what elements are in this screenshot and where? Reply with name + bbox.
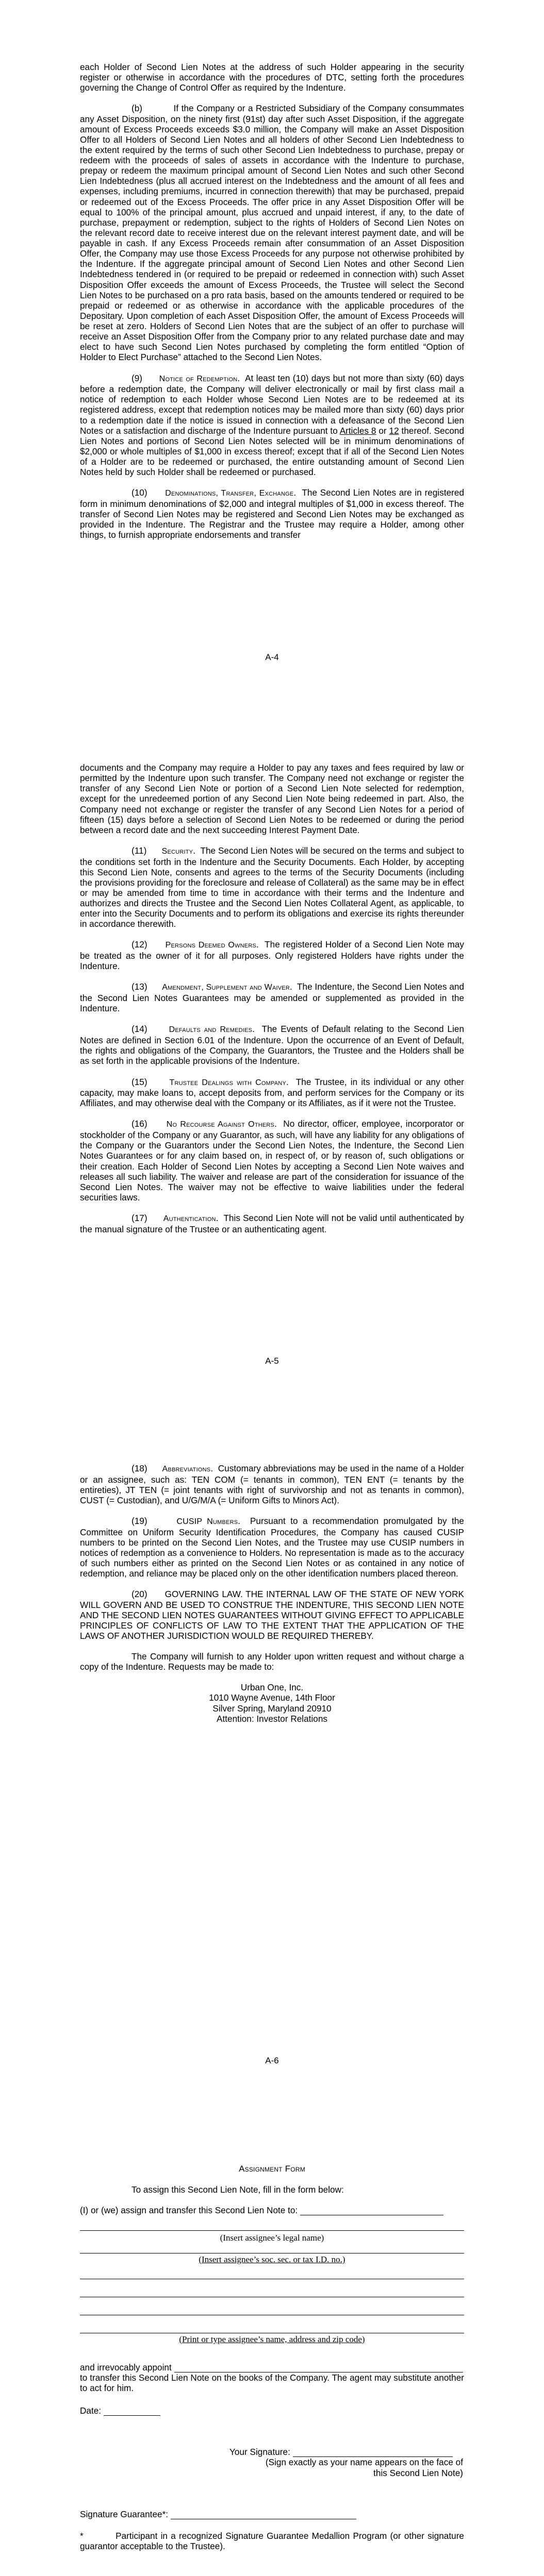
a4-b-label: (b)	[131, 103, 143, 114]
a4-paragraph-9: (9) Notice of Redemption. At least ten (10) days but not more than sixty (60) days before a redemption date, the Company will deliver electronically or mail by first class mail a notice of redemption to each Holder whose Second Lien Notes are to be redeemed at its registered address, except that redemption notices may be mailed more than sixty (60) days prior to a redemption date if the notice is issued in connection with a defeasance of the Second Lien Notes or a satisfaction and discharge of the Indenture pursuant to Articles 8 or 12 thereof. Second Lien Notes and portions of Second Lien Notes selected will be in minimum denominations of $2,000 or whole multiples of $1,000 in excess thereof; except that if all of the Second Lien Notes of a Holder are to be redeemed or purchased, the entire outstanding amount of Second Lien Notes held by such Holder shall be redeemed or purchased.	[80, 372, 465, 478]
a6-paragraph-18: (18) Abbreviations. Customary abbreviations may be used in the name of a Holder or an assignee, such as: TEN COM (= tenants in common), TEN ENT (= tenants by the entireties), JT TEN (= joint tenants with right of survivorship and not as tenants in common), CUST (= Custodian), and U/G/M/A (= Uniform Gifts to Minors Act).	[80, 1463, 464, 1505]
page-number-a4: A-4	[265, 652, 279, 662]
a4-9-title: Notice of Redemption	[159, 374, 238, 383]
a5-12-num: (12)	[131, 939, 147, 950]
a4-9-text-b: thereof. Second Lien Notes and portions of Second Lien Notes selected will be in minimum denominations of $2,000 or whole multiples of $1,000 in excess thereof; except that if all of the Second Lien Notes of a Holder are to be redeemed or purchased, the entire outstanding amount of Second Lien Notes held by such Holder shall be redeemed or purchased.	[80, 425, 465, 478]
a5-15-text: The Trustee, in its individual or any other capacity, may make loans to, accept deposits from, and perform services for the Company or its Affiliates, and may otherwise deal with the Company or its Affiliates, as if it were not the Trustee.	[80, 1076, 465, 1109]
a5-16-text: No director, officer, employee, incorporator or stockholder of the Company or any Guarantor, as such, will have any liability for any obligations of the Company or the Guarantors under the Second Lien Notes, the Indenture, the Second Lien Notes Guarantees or for any claim based on, in respect of, or by reason of, such obligations or their creation. Each Holder of Second Lien Notes by accepting a Second Lien Note waives and releases all such liability. The waiver and release are part of the consideration for issuance of the Second Lien Notes. The waiver may not be effective to waive liabilities under the federal securities laws.	[80, 1118, 464, 1202]
a5-17-num: (17)	[131, 1213, 147, 1224]
date-blank-line[interactable]	[104, 2407, 160, 2416]
transfer-books-text: to transfer this Second Lien Note on the books of the Company. The agent may substitute another to act for him.	[80, 2372, 464, 2393]
assignment-form-title: Assignment Form	[239, 2164, 305, 2174]
a5-14-title: Defaults and Remedies	[169, 1025, 253, 1035]
a5-13-num: (13)	[131, 981, 147, 992]
a5-17-text: This Second Lien Note will not be valid until authenticated by the manual signature of the Trustee or an authenticating agent.	[80, 1213, 465, 1234]
a4-10-text: The Second Lien Notes are in registered form in minimum denominations of $2,000 and integral multiples of $1,000 in excess thereof. The transfer of Second Lien Notes may be registered and Second Lien Notes may be exchanged as provided in the Indenture. The Registrar and the Trustee may require a Holder, among other things, to furnish appropriate endorsements and transfer	[80, 487, 465, 540]
a6-18-title: Abbreviations	[162, 1465, 211, 1473]
address-line-city: Silver Spring, Maryland 20910	[212, 1703, 332, 1714]
a5-15-title: Trustee Dealings with Company	[169, 1078, 286, 1087]
a4-b-text: If the Company or a Restricted Subsidiary of the Company consummates any Asset Disposition, on the ninety first (91st) day after such Asset Disposition, if the aggregate amount of Excess Proceeds exceeds $3.0 million, the Company will make an Asset Disposition Offer to all Holders of Second Lien Notes and all holders of other Second Lien Indebtedness to the extent required by the terms of such other Second Lien Indebtedness to purchase, prepay or redeem with the proceeds of sales of assets in accordance with the Indenture to purchase, prepay or redeem the maximum principal amount of Second Lien Notes and such other Second Lien Indebtedness (plus all accrued interest on the Indebtedness and the amount of all fees and expenses, including premiums, incurred in connection therewith) that may be purchased, prepaid or redeemed out of the Excess Proceeds. The offer price in any Asset Disposition Offer will be equal to 100% of the principal amount, plus accrued and unpaid interest, if any, to the date of purchase, prepayment or redemption, subject to the rights of Holders of Second Lien Notes on the relevant record date to receive interest due on the relevant interest payment date, and will be payable in cash. If any Excess Proceeds remain after consummation of an Asset Disposition Offer, the Company may use those Excess Proceeds for any purpose not otherwise prohibited by the Indenture. If the aggregate principal amount of Second Lien Notes and other Second Lien Indebtedness tendered in (or required to be prepaid or redeemed in connection with) such Asset Disposition Offer exceeds the amount of Excess Proceeds, the Trustee will select the Second Lien Notes to be purchased on a pro rata basis, based on the amounts tendered or required to be prepaid or redeemed or as otherwise in accordance with the applicable procedures of the Depositary. Upon completion of each Asset Disposition Offer, the amount of Excess Proceeds will be reset at zero. Holders of Second Lien Notes that are the subject of an offer to purchase will receive an Asset Disposition Offer from the Company prior to any related purchase date and may elect to have such Second Lien Notes purchased by completing the form entitled “Option of Holder to Elect Purchase” attached to the Second Lien Notes.	[80, 103, 465, 363]
a6-19-num: (19)	[131, 1516, 147, 1527]
a4-paragraph-b	[80, 103, 464, 362]
a6-20-text: GOVERNING LAW. THE INTERNAL LAW OF THE STATE OF NEW YORK WILL GOVERN AND BE USED TO CONSTRUE THE INDENTURE, THIS SECOND LIEN NOTE AND THE SECOND LIEN NOTES GUARANTEES WITHOUT GIVING EFFECT TO APPLICABLE PRINCIPLES OF CONFLICTS OF LAW TO THE EXTENT THAT THE APPLICATION OF THE LAWS OF ANOTHER JURISDICTION WOULD BE REQUIRED THEREBY.	[80, 1589, 464, 1641]
ssn-line[interactable]	[80, 2252, 464, 2253]
a6-furnish-paragraph: The Company will furnish to any Holder upon written request and without charge a copy of the Indenture. Requests may be made to:	[80, 1651, 464, 1672]
footnote	[80, 2531, 464, 2551]
a4-9-text-a: At least ten (10) days but not more than sixty (60) days before a redemption date, the Company will deliver electronically or mail by first class mail a notice of redemption to each Holder whose Second Lien Notes are to be redeemed at its registered address, except that redemption notices may be mailed more than sixty (60) days prior to a redemption date if the notice is issued in connection with a defeasance of the Second Lien Notes or a satisfaction and discharge of the Indenture pursuant to	[80, 372, 464, 436]
assignee-blank-line[interactable]	[300, 2207, 443, 2215]
a5-paragraph-17: (17) Authentication. This Second Lien Note will not be valid until authenticated by the manual signature of the Trustee or an authenticating agent.	[80, 1213, 465, 1234]
date-row	[80, 2405, 464, 2416]
page-a4-body	[80, 62, 464, 540]
a6-address-block	[80, 1682, 464, 1724]
a5-14-text: The Events of Default relating to the Second Lien Notes are defined in Section 6.01 of the Indenture. Upon the occurrence of an Event of Default, the rights and obligations of the Company, the Guarantors, the Trustee and the Holders shall be as set forth in the applicable provisions of the Indenture.	[80, 1024, 465, 1066]
address-line-4[interactable]	[80, 2332, 464, 2333]
a6-19-title: CUSIP Numbers	[176, 1517, 238, 1527]
a6-18-text: Customary abbreviations may be used in the name of a Holder or an assignee, such as: TEN COM (= tenants in common), TEN ENT (= tenants by the entireties), JT TEN (= joint tenants with right of survivorship and not as tenants in common), CUST (= Custodian), and U/G/M/A (= Uniform Gifts to Minors Act).	[80, 1463, 464, 1505]
a4-top-paragraph: each Holder of Second Lien Notes at the address of such Holder appearing in the security register or otherwise in accordance with the procedures of DTC, setting forth the procedures governing the Change of Control Offer as required by the Indenture.	[80, 62, 464, 93]
a5-paragraph-14: (14) Defaults and Remedies. The Events of Default relating to the Second Lien Notes are defined in Section 6.01 of the Indenture. Upon the occurrence of an Event of Default, the rights and obligations of the Company, the Guarantors, the Trustee and the Holders shall be as set forth in the applicable provisions of the Indenture.	[80, 1024, 465, 1066]
a4-9-num: (9)	[131, 372, 143, 383]
a5-12-title: Persons Deemed Owners	[165, 941, 257, 950]
a5-paragraph-11: (11) Security. The Second Lien Notes will be secured on the terms and subject to the conditions set forth in the Indenture and the Security Documents. Each Holder, by accepting this Second Lien Note, consents and agrees to the terms of the Security Documents (including the provisions providing for the foreclosure and release of Collateral) as the same may be in effect or may be amended from time to time in accordance with their terms and the Indenture and authorizes and directs the Trustee and the Second Lien Notes Collateral Agent, as applicable, to enter into the Security Documents and to perform its obligations and exercise its rights thereunder in accordance therewith.	[80, 845, 465, 929]
address-line-attention: Attention: Investor Relations	[217, 1713, 327, 1724]
guarantee-label: Signature Guarantee*:	[80, 2509, 169, 2519]
a4-10-title: Denominations, Transfer, Exchange	[165, 489, 294, 498]
irrevocably-text: and irrevocably appoint	[80, 2362, 172, 2372]
a6-20-num: (20)	[131, 1589, 147, 1600]
agent-blank-line[interactable]	[174, 2364, 463, 2372]
signature-row	[80, 2447, 464, 2457]
a5-11-num: (11)	[131, 845, 147, 856]
a5-15-num: (15)	[131, 1076, 147, 1087]
ssn-label: (Insert assignee’s soc. sec. or tax I.D. no.)	[199, 2255, 345, 2264]
legal-name-line[interactable]	[80, 2230, 464, 2231]
a5-17-title: Authentication	[163, 1214, 216, 1224]
sign-note-1: (Sign exactly as your name appears on the face of	[265, 2457, 463, 2468]
date-label: Date:	[80, 2405, 102, 2416]
a5-14-num: (14)	[131, 1024, 147, 1035]
a6-18-num: (18)	[131, 1463, 147, 1473]
page-a7-body	[80, 2164, 464, 2551]
guarantee-blank-line[interactable]	[171, 2511, 356, 2519]
a5-top-paragraph: documents and the Company may require a Holder to pay any taxes and fees required by law or permitted by the Indenture upon such transfer. The Company need not exchange or register the transfer of any Second Lien Note or portion of a Second Lien Note selected for redemption, except for the unredeemed portion of any Second Lien Note being redeemed in part. Also, the Company need not exchange or register the transfer of any Second Lien Notes for a period of fifteen (15) days before a selection of Second Lien Notes to be redeemed or during the period between a record date and the next succeeding Interest Payment Date.	[80, 762, 464, 835]
print-name-label: (Print or type assignee’s name, address and zip code)	[179, 2334, 365, 2344]
a5-12-text: The registered Holder of a Second Lien Note may be treated as the owner of it for all purposes. Only registered Holders have rights under the Indenture.	[80, 939, 464, 972]
a4-9-link-articles-8: Articles 8	[339, 425, 376, 436]
footnote-text: Participant in a recognized Signature Guarantee Medallion Program (or other signature guarantor acceptable to the Trustee).	[80, 2530, 464, 2551]
signature-label: Your Signature:	[229, 2447, 290, 2458]
a6-paragraph-20	[80, 1589, 464, 1641]
a5-16-num: (16)	[131, 1118, 147, 1129]
a4-10-num: (10)	[131, 487, 147, 498]
signature-blank-line[interactable]	[293, 2448, 453, 2457]
a5-13-title: Amendment, Supplement and Waiver	[162, 983, 290, 992]
address-line-street: 1010 Wayne Avenue, 14th Floor	[209, 1692, 335, 1703]
a5-16-title: No Recourse Against Others	[166, 1120, 275, 1129]
a6-19-text: Pursuant to a recommendation promulgated by the Committee on Uniform Security Identification Procedures, the Company has caused CUSIP numbers to be printed on the Second Lien Notes, and the Trustee may use CUSIP numbers in notices of redemption as a convenience to Holders. No representation is made as to the accuracy of such numbers either as printed on the Second Lien Notes or as contained in any notice of redemption, and reliance may be placed only on the other identification numbers placed thereon.	[80, 1516, 464, 1579]
assign-transfer-row	[80, 2205, 464, 2215]
a5-paragraph-13: (13) Amendment, Supplement and Waiver. The Indenture, the Second Lien Notes and the Second Lien Notes Guarantees may be amended or supplemented as provided in the Indenture.	[80, 981, 465, 1014]
footnote-star: *	[80, 2530, 84, 2541]
page-a5-body	[80, 762, 464, 1234]
a5-11-text: The Second Lien Notes will be secured on the terms and subject to the conditions set forth in the Indenture and the Security Documents. Each Holder, by accepting this Second Lien Note, consents and agrees to the terms of the Security Documents (including the provisions providing for the foreclosure and release of Collateral) as the same may be in effect or may be amended from time to time in accordance with their terms and the Indenture and authorizes and directs the Trustee and the Second Lien Notes Collateral Agent, as applicable, to enter into the Security Documents and to perform its obligations and exercise its rights thereunder in accordance therewith.	[80, 845, 465, 929]
a6-paragraph-19: (19) CUSIP Numbers. Pursuant to a recommendation promulgated by the Committee on Uniform Security Identification Procedures, the Company has caused CUSIP numbers to be printed on the Second Lien Notes, and the Trustee may use CUSIP numbers in notices of redemption as a convenience to Holders. No representation is made as to the accuracy of such numbers either as printed on the Second Lien Notes or as contained in any notice of redemption, and reliance may be placed only on the other identification numbers placed thereon.	[80, 1516, 464, 1579]
assignment-intro: To assign this Second Lien Note, fill in the form below:	[131, 2184, 344, 2195]
a4-9-or: or	[376, 425, 389, 436]
a4-paragraph-10: (10) Denominations, Transfer, Exchange. The Second Lien Notes are in registered form in minimum denominations of $2,000 and integral multiples of $1,000 in excess thereof. The transfer of Second Lien Notes may be registered and Second Lien Notes may be exchanged as provided in the Indenture. The Registrar and the Trustee may require a Holder, among other things, to furnish appropriate endorsements and transfer	[80, 487, 465, 540]
sign-note-2: this Second Lien Note)	[373, 2467, 463, 2478]
a5-paragraph-12: (12) Persons Deemed Owners. The registered Holder of a Second Lien Note may be treated as the owner of it for all purposes. Only registered Holders have rights under the Indenture.	[80, 939, 464, 972]
a5-paragraph-16: (16) No Recourse Against Others. No director, officer, employee, incorporator or stockholder of the Company or any Guarantor, as such, will have any liability for any obligations of the Company or the Guarantors under the Second Lien Notes, the Indenture, the Second Lien Notes Guarantees or for any claim based on, in respect of, or by reason of, such obligations or their creation. Each Holder of Second Lien Notes by accepting a Second Lien Note waives and releases all such liability. The waiver and release are part of the consideration for issuance of the Second Lien Notes. The waiver may not be effective to waive liabilities under the federal securities laws.	[80, 1118, 464, 1202]
page-a6-body	[80, 1463, 464, 1724]
assign-transfer-text: (I) or (we) assign and transfer this Second Lien Note to:	[80, 2205, 298, 2215]
guarantee-row	[80, 2509, 464, 2519]
a5-11-title: Security	[161, 846, 193, 856]
legal-name-label: (Insert assignee’s legal name)	[220, 2233, 324, 2243]
irrevocably-row	[80, 2362, 464, 2372]
page-number-a6: A-6	[265, 2056, 279, 2065]
a5-13-text: The Indenture, the Second Lien Notes and the Second Lien Notes Guarantees may be amended or supplemented as provided in the Indenture.	[80, 981, 465, 1014]
page-number-a5: A-5	[265, 1356, 279, 1366]
address-line-company: Urban One, Inc.	[240, 1682, 304, 1693]
a4-9-link-12: 12	[389, 425, 399, 436]
a5-paragraph-15: (15) Trustee Dealings with Company. The Trustee, in its individual or any other capacity, may make loans to, accept deposits from, and perform services for the Company or its Affiliates, and may otherwise deal with the Company or its Affiliates, as if it were not the Trustee.	[80, 1076, 465, 1109]
